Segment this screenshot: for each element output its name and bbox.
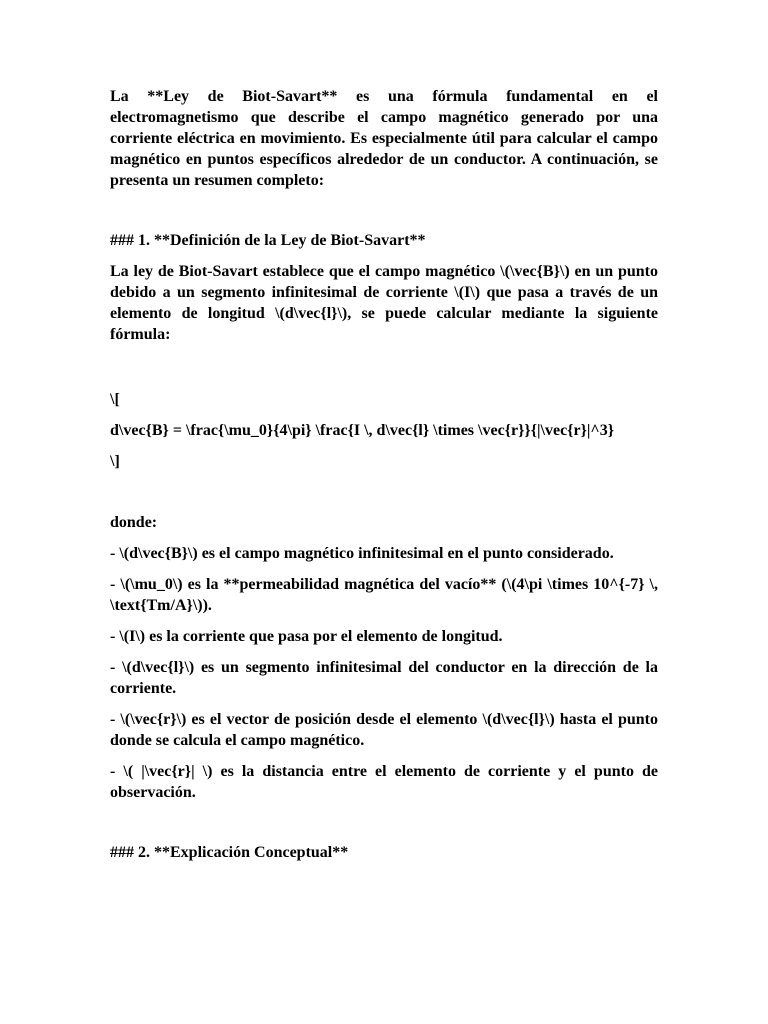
section-1-paragraph: La ley de Biot-Savart establece que el campo magnético \(\vec{B}\) en un punto debido a un segmento infinitesimal de corriente \(I\) que pasa a través de un elemento de longitud \(d\vec{l}\), se puede calcular mediante la siguiente fórmula:: [110, 263, 658, 343]
bullet-current: - \(I\) es la corriente que pasa por el elemento de longitud.: [110, 628, 503, 645]
intro-paragraph: La **Ley de Biot-Savart** es una fórmula fundamental en el electromagnetismo que describe el campo magnético generado por una corriente eléctrica en movimiento. Es especialmente útil para calcular el campo magnético en puntos específicos alrededor de un conductor. A continuación, se presenta un resumen completo:: [110, 88, 658, 189]
bullet-r-vector: - \(\vec{r}\) es el vector de posición desde el elemento \(d\vec{l}\) hasta el punto donde se calcula el campo magnético.: [110, 711, 658, 749]
bullet-r-magnitude: - \( |\vec{r}| \) es la distancia entre el elemento de corriente y el punto de observación.: [110, 763, 658, 801]
bullet-mu0: - \(\mu_0\) es la **permeabilidad magnética del vacío** (\(4\pi \times 10^{-7} \, \text{Tm/A}\)).: [110, 576, 658, 614]
formula-open-delimiter: \[: [110, 391, 120, 408]
bullet-dl: - \(d\vec{l}\) es un segmento infinitesimal del conductor en la dirección de la corriente.: [110, 659, 658, 697]
formula-body: d\vec{B} = \frac{\mu_0}{4\pi} \frac{I \, d\vec{l} \times \vec{r}}{|\vec{r}|^3}: [110, 422, 615, 439]
section-1-heading: ### 1. **Definición de la Ley de Biot-Savart**: [110, 232, 426, 249]
bullet-dB: - \(d\vec{B}\) es el campo magnético infinitesimal en el punto considerado.: [110, 545, 614, 562]
formula-close-delimiter: \]: [110, 453, 120, 470]
section-2-heading: ### 2. **Explicación Conceptual**: [110, 844, 349, 861]
document-page: [110, 86, 658, 863]
donde-label: donde:: [110, 514, 158, 531]
